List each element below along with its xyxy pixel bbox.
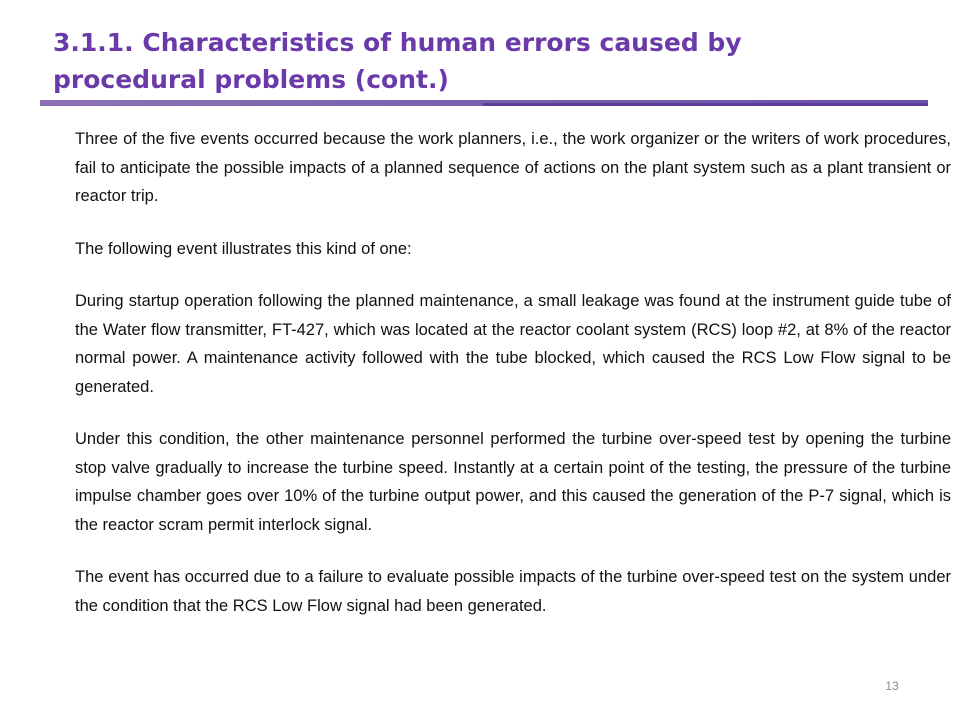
paragraph-startup-leakage: During startup operation following the planned maintenance, a small leakage was found at the instrument guide tube of the Water flow transmitter, FT-427, which was located at the reactor coolant system (RCS) loop #2, at 8% of the reactor normal power. A maintenance activity followed with the tube blocked, which caused the RCS Low Flow signal to be generated. bbox=[75, 292, 951, 396]
slide-body bbox=[75, 125, 951, 620]
paragraph-conclusion: The event has occurred due to a failure to evaluate possible impacts of the turbine over-speed test on the system under the condition that the RCS Low Flow signal had been generated. bbox=[75, 568, 951, 615]
title-divider-shade bbox=[483, 103, 928, 106]
slide-title: 3.1.1. Characteristics of human errors caused by procedural problems (cont.) bbox=[53, 28, 742, 94]
slide-number: 13 bbox=[885, 679, 899, 693]
paragraph-events-overview: Three of the five events occurred because the work planners, i.e., the work organizer or the writers of work procedures, fail to anticipate the possible impacts of a planned sequence of actions on the plant system such as a plant transient or reactor trip. bbox=[75, 130, 951, 205]
paragraph-turbine-test: Under this condition, the other maintenance personnel performed the turbine over-speed test by opening the turbine stop valve gradually to increase the turbine speed. Instantly at a certain point of the testing, the pressure of the turbine impulse chamber goes over 10% of the turbine output power, and this caused the generation of the P-7 signal, which is the reactor scram permit interlock signal. bbox=[75, 430, 951, 534]
paragraph-event-intro: The following event illustrates this kind of one: bbox=[75, 239, 412, 258]
